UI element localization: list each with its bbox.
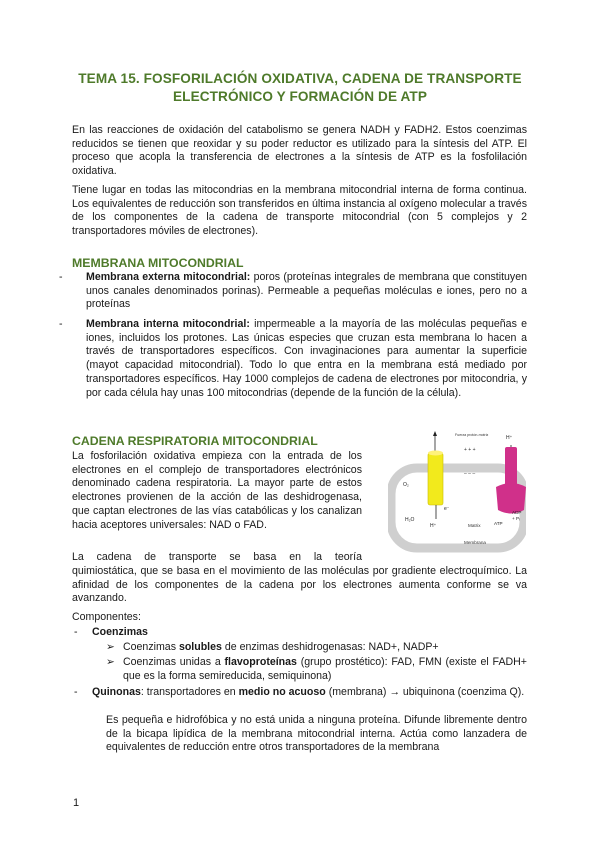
intro-paragraph-2: Tiene lugar en todas las mitocondrias en la membrana mitocondrial interna de forma continua. Los equivalentes de reducción son transferidos en última instancia al oxígeno molecular a través de los componentes de la cadena de transporte mitocondrial (con 5 complejos y 2 transportadores móviles de electrones). xyxy=(72,184,527,238)
label-minus: – – – xyxy=(464,471,476,477)
list-item-membrana-interna xyxy=(86,318,527,400)
list-item-membrana-externa xyxy=(86,271,527,312)
list-item-quinonas xyxy=(92,686,527,700)
term-coenzimas: Coenzimas xyxy=(92,626,148,638)
quinonas-post: (membrana) → ubiquinona (coenzima Q). xyxy=(325,686,525,698)
label-e: e⁻ xyxy=(444,506,450,512)
title-line-1: TEMA 15. FOSFORILACIÓN OXIDATIVA, CADENA DE TRANSPORTE xyxy=(78,71,522,86)
membrana-interna-text: impermeable a la mayoría de las moléculas pequeñas e iones, incluidos los protones. Las únicas especies que cruzan esta membrana lo hacen a través de transportadores específicos. Con invaginaciones para aumentar la superficie (mayot capacidad mitocondrial). Todo lo que entra en la membrana está mediado por transportadores específicos. Hay 1000 complejos de cadena de electrones por mitocondria, y por cada célula hay unas 100 mitocondrias (depende de la función de la célula). xyxy=(86,318,527,399)
label-atp: ATP xyxy=(494,521,503,526)
arrow-bullet: ➢ xyxy=(106,656,115,668)
label-adp: ADP xyxy=(512,510,522,515)
term-quinonas: Quinonas xyxy=(92,686,141,698)
label-h-top: H⁺ xyxy=(506,435,513,441)
label-h-low: H⁺ xyxy=(430,523,437,529)
label-h2o: H₂O xyxy=(405,517,415,523)
page-number: 1 xyxy=(73,797,80,809)
label-o2: O₂ xyxy=(403,482,409,488)
membrana-externa-text: poros (proteínas integrales de membrana que constituyen unos canales denominados porinas). Permeable a pequeñas moléculas e iones, pero no a proteínas xyxy=(86,271,528,311)
quinonas-mid: : transportadores en xyxy=(140,686,239,698)
mitochondrial-membrane-figure xyxy=(388,425,526,553)
list-dash: - xyxy=(59,318,63,330)
title-line-2: ELECTRÓNICO Y FORMACIÓN DE ATP xyxy=(173,89,427,104)
coenzimas-item-1 xyxy=(123,641,527,655)
arrow-up-head xyxy=(433,431,437,436)
yellow-complex-top xyxy=(428,451,443,456)
intro-paragraph-1: En las reacciones de oxidación del catabolismo se genera NADH y FADH2. Estos coenzimas reducidos se tienen que reoxidar y su poder reductor es utilizado para la síntesis del ATP. El proceso que acopla la transferencia de electrones a la síntesis de ATP es la fosfolilación oxidativa. xyxy=(72,124,527,178)
term-solubles: solubles xyxy=(178,641,222,653)
section-heading-cadena: CADENA RESPIRATORIA MITOCONDRIAL xyxy=(72,434,318,448)
document-title xyxy=(40,70,560,106)
term-flavoproteinas: flavoproteínas xyxy=(224,656,297,668)
label-fuerza: Fuerza protón-motriz xyxy=(455,433,489,437)
list-item-coenzimas xyxy=(92,626,148,640)
list-dash: - xyxy=(74,686,78,698)
cadena-paragraph-2-rest: quimiostática, que se basa en el movimiento de las moléculas por gradiente electroquímico. La afinidad de los componentes de la cadena por los electrones aumenta conforme se va avanzando. xyxy=(72,565,527,605)
yellow-complex xyxy=(428,453,443,505)
label-pi: + Pᵢ xyxy=(512,516,520,521)
components-label: Componentes: xyxy=(72,611,141,623)
term-membrana-externa: Membrana externa mitocondrial: xyxy=(86,271,251,283)
arrow-bullet: ➢ xyxy=(106,641,115,653)
coenzimas-item-2 xyxy=(123,656,527,683)
label-matrix: Matrix xyxy=(468,523,481,528)
label-membrana: Membrana xyxy=(464,540,486,545)
coenzimas-item-2-post: (grupo prostético): FAD, FMN (existe el FADH+ que es la forma semireducida, semiquinona) xyxy=(123,656,527,682)
pink-head xyxy=(496,483,526,514)
coenzimas-item-2-pre: Coenzimas unidas a xyxy=(123,656,225,668)
cadena-paragraph-1: La fosforilación oxidativa empieza con la entrada de los electrones en el complejo de transportadores electrónicos denominado cadena respiratoria. La mayor parte de estos electrones provienen de la acción de las deshidrogenasa, que captan electrones de las vías catabólicas y los canalizan hacia aceptores universales: NAD o FAD. xyxy=(72,450,362,531)
coenzimas-item-1-post: de enzimas deshidrogenasas: NAD+, NADP+ xyxy=(221,641,439,653)
term-membrana-interna: Membrana interna mitocondrial: xyxy=(86,318,250,330)
list-dash: - xyxy=(74,626,78,638)
list-dash: - xyxy=(59,271,63,283)
cadena-paragraph-2-first-line: La cadena de transporte se basa en la teoría xyxy=(72,551,362,563)
term-medio-no-acuoso: medio no acuoso xyxy=(238,686,326,698)
coenzimas-item-1-pre: Coenzimas xyxy=(123,641,179,653)
section-heading-membrana: MEMBRANA MITOCONDRIAL xyxy=(72,256,244,270)
label-plus: + + + xyxy=(464,447,476,453)
quinonas-description: Es pequeña e hidrofóbica y no está unida a ninguna proteína. Difunde libremente dentro de la bicapa lipídica de la membrana mitocondrial interna. Actúa como lanzadera de equivalentes de reducción entre otros transportadores de la membrana xyxy=(106,714,527,754)
